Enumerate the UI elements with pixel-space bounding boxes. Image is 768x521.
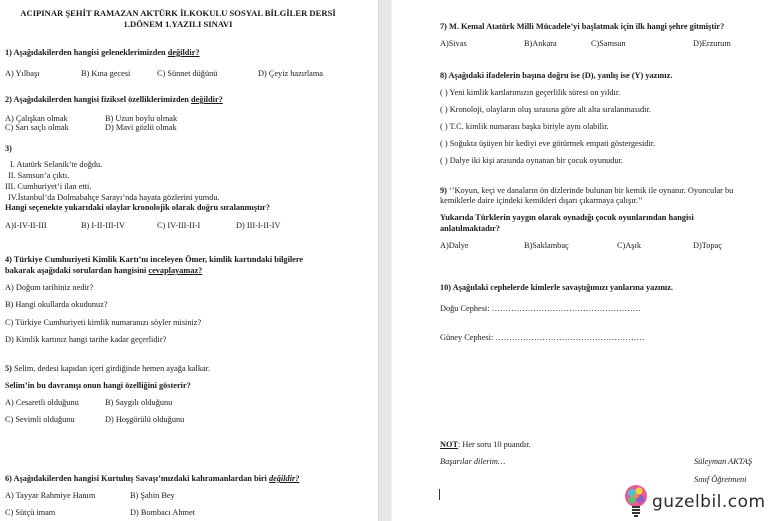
question-1-option-a: A) Yılbaşı (5, 69, 40, 78)
answer-blank[interactable]: ( ) (440, 122, 448, 131)
question-3-item-4: IV.İstanbul’da Dolmabahçe Sarayı’nda hayata gözlerini yumdu. (8, 193, 220, 202)
east-front-blank[interactable]: ……………………………………………… (491, 304, 641, 313)
answer-blank[interactable]: ( ) (440, 105, 448, 114)
question-5-option-b: B) Saygılı olduğunu (105, 398, 173, 407)
south-front-blank[interactable]: ……………………………………………… (495, 333, 645, 342)
question-6-option-a: A) Tayyar Rahmiye Hanım (5, 491, 96, 500)
true-false-item: ( ) Yeni kimlik kartlarımızın geçerlilik süresi on yıldır. (440, 88, 621, 97)
question-7-option-b: B)Ankara (524, 39, 557, 48)
question-4-option-b: B) Hangi okullarda okudunuz? (5, 300, 108, 309)
question-4-option-d: D) Kimlik kartınız hangi tarihe kadar geçerlidir? (5, 335, 167, 344)
teacher-name: Süleyman AKTAŞ (694, 457, 752, 466)
question-9-option-b: B)Saklambaç (524, 241, 569, 250)
exam-title-line2: 1.DÖNEM 1.YAZILI SINAVI (123, 19, 233, 29)
question-6-option-c: C) Sütçü imam (5, 508, 56, 517)
question-6-option-d: D) Bombacı Ahmet (130, 508, 195, 517)
question-5-option-c: C) Sevimli olduğunu (5, 415, 75, 424)
question-3-option-c: C) IV-III-II-I (157, 221, 201, 230)
exam-page-right (392, 0, 768, 521)
south-front-field: Güney Cephesi: ……………………………………………… (440, 333, 645, 342)
question-9-text-line1: Yukarıda Türklerin yaygın olarak oynadığı çocuk oyunlarından hangisi (440, 213, 694, 222)
question-9-stem-line2: kemiklerle daire içindeki kemikleri dışarı çıkarmaya çalışır.’’ (440, 196, 643, 205)
question-3-option-b: B) I-II-III-IV (81, 221, 125, 230)
question-4-line2: bakarak aşağıdaki sorulardan hangisini cevaplayamaz? (5, 266, 203, 275)
question-2-option-a: A) Çalışkan olmak (5, 114, 68, 123)
question-10: 10) Aşağıdaki cephelerde kimlerle savaştığımızı yanlarına yazınız. (440, 283, 673, 292)
answer-blank[interactable]: ( ) (440, 156, 448, 165)
question-6-emphasis: değildir? (268, 474, 300, 483)
watermark-text: guzelbil.com (652, 492, 766, 512)
question-4-option-c: C) Türkiye Cumhuriyeti kimlik numaranızı söyler misiniz? (5, 318, 202, 327)
question-9-stem-line1: 9) ‘’Koyun, keçi ve danaların ön dizlerinde bulunan bir kemik ile oynanır. Oyuncular bu (440, 186, 734, 195)
question-3-option-d: D) III-I-II-IV (236, 221, 281, 230)
question-1-emphasis: değildir? (167, 48, 200, 57)
question-7-option-d: D)Erzurum (693, 39, 731, 48)
question-2-option-d: D) Mavi gözlü olmak (105, 123, 177, 132)
note: NOT: Her soru 10 puandır. (440, 440, 531, 449)
question-3-item-3: III. Cumhuriyet’i ilan etti. (5, 182, 92, 191)
answer-blank[interactable]: ( ) (440, 88, 448, 97)
question-9-option-c: C)Aşık (617, 241, 641, 250)
question-1: 1) Aşağıdakilerden hangisi geleneklerimizden değildir? (5, 48, 200, 57)
answer-blank[interactable]: ( ) (440, 139, 448, 148)
text-cursor (439, 489, 440, 500)
question-1-option-c: C) Sünnet düğünü (157, 69, 218, 78)
watermark-logo (624, 484, 766, 520)
question-3-number: 3) (5, 144, 12, 153)
exam-page-left (0, 0, 378, 521)
question-3-item-2: II. Samsun’a çıktı. (8, 171, 70, 180)
question-3-option-a: A)I-IV-II-III (5, 221, 47, 230)
question-2-option-b: B) Uzun boylu olmak (105, 114, 178, 123)
east-front-field: Doğu Cephesi: ……………………………………………… (440, 304, 641, 313)
question-9-text-line2: anlatılmaktadır? (440, 224, 500, 233)
question-7-option-a: A)Sivas (440, 39, 467, 48)
question-5-option-d: D) Hoşgörülü olduğunu (105, 415, 185, 424)
exam-title-line1: ACIPINAR ŞEHİT RAMAZAN AKTÜRK İLKOKULU SOSYAL BİLGİLER DERSİ (20, 8, 336, 18)
true-false-item: ( ) T.C. kimlik numarası başka biriyle aynı olabilir. (440, 122, 609, 131)
question-4-line1: 4) Türkiye Cumhuriyeti Kimlik Kartı’nı inceleyen Ömer, kimlik kartındaki bilgilere (5, 255, 304, 264)
question-2-option-c: C) Sarı saçlı olmak (5, 123, 69, 132)
question-7-option-c: C)Samsun (591, 39, 626, 48)
question-9-option-d: D)Topaç (693, 241, 722, 250)
question-2-emphasis: değildir? (191, 95, 223, 104)
lightbulb-icon (624, 484, 648, 520)
question-3-text: Hangi seçenekte yukarıdaki olaylar kronolojik olarak doğru sıralanmıştır? (5, 203, 270, 212)
question-6-option-b: B) Şahin Bey (130, 491, 175, 500)
question-1-option-b: B) Kına gecesi (81, 69, 131, 78)
page-separator (378, 0, 392, 521)
question-8: 8) Aşağıdaki ifadelerin başına doğru ise (D), yanlış ise (Y) yazınız. (440, 71, 673, 80)
question-6: 6) Aşağıdakilerden hangisi Kurtuluş Savaşı’mızdaki kahramanlardan biri değildir? (5, 474, 300, 483)
question-2: 2) Aşağıdakilerden hangisi fiziksel özelliklerimizden değildir? (5, 95, 223, 104)
question-5-text: Selim’in bu davranışı onun hangi özelliğini gösterir? (5, 381, 191, 390)
question-5-stem: 5) Selim, dedesi kapıdan içeri girdiğinde hemen ayağa kalkar. (5, 364, 211, 373)
true-false-item: ( ) Soğukta üşüyen bir kediyi eve götürmek empati göstergesidir. (440, 139, 656, 148)
teacher-role: Sınıf Öğretmeni (694, 475, 747, 484)
question-3-item-1: I. Atatürk Selanik’te doğdu. (10, 160, 103, 169)
true-false-item: ( ) Kronoloji, olayların oluş sırasına göre alt alta sıralanmasıdır. (440, 105, 651, 114)
good-luck-message: Başarılar dilerim… (440, 457, 506, 466)
question-5-option-a: A) Cesaretli olduğunu (5, 398, 79, 407)
true-false-item: ( ) Dalye iki kişi arasında oynanan bir çocuk oyunudur. (440, 156, 623, 165)
question-4-emphasis: cevaplayamaz? (148, 266, 203, 275)
question-1-option-d: D) Çeyiz hazırlama (258, 69, 323, 78)
question-7: 7) M. Kemal Atatürk Milli Mücadele’yi başlatmak için ilk hangi şehre gitmiştir? (440, 22, 725, 31)
question-9-option-a: A)Dalye (440, 241, 469, 250)
question-4-option-a: A) Doğum tarihiniz nedir? (5, 283, 94, 292)
